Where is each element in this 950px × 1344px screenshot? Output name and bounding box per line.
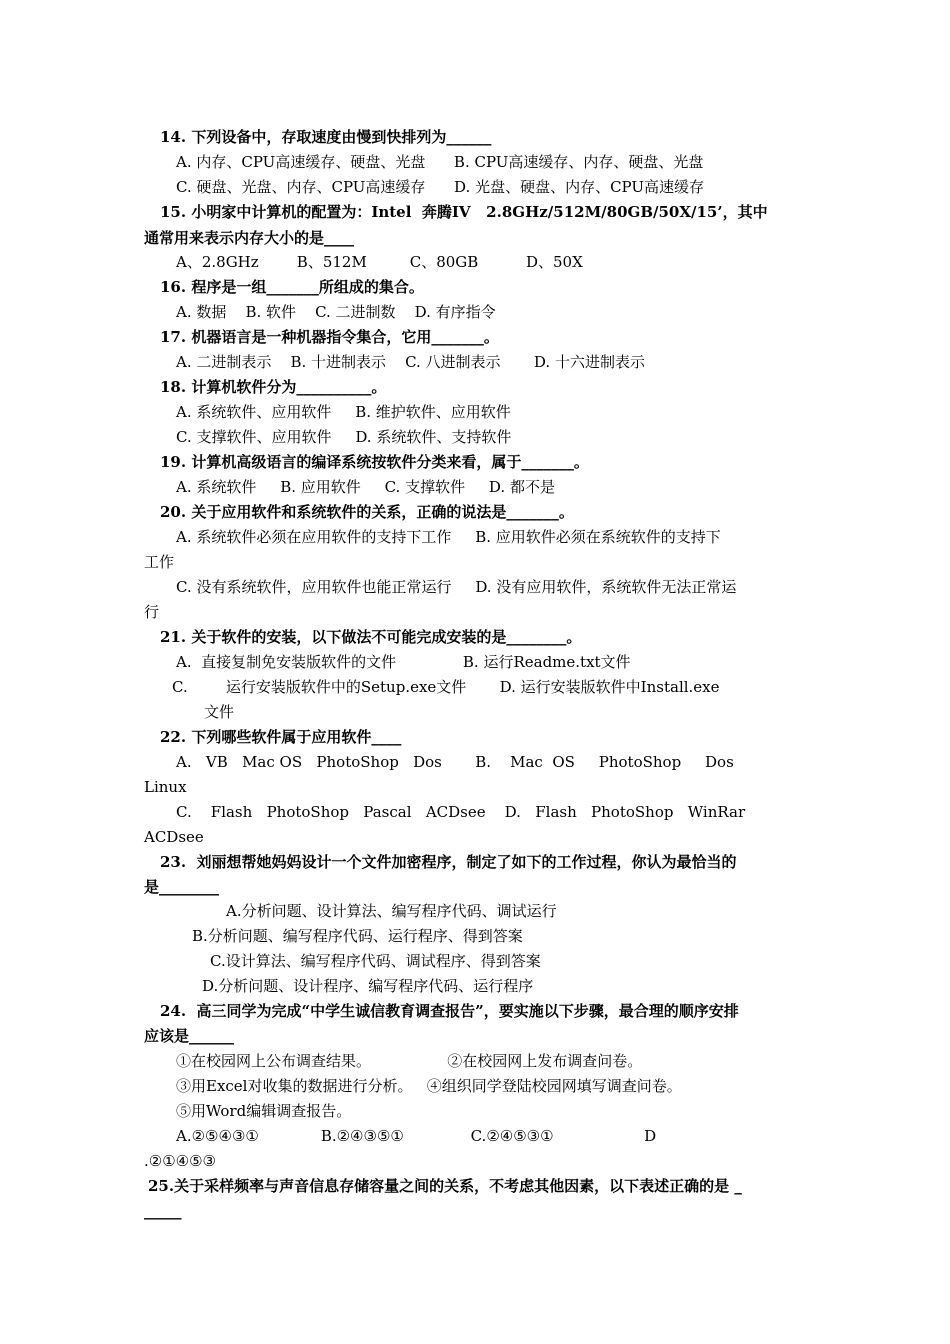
steps-24-3-4: ③用Excel对收集的数据进行分析。 ④组织同学登陆校园网填写调查问卷。 bbox=[176, 1077, 682, 1095]
options-18-cd: C. 支撑软件、应用软件 D. 系统软件、支持软件 bbox=[176, 428, 512, 446]
question-23-cont: 是________ bbox=[144, 878, 220, 896]
options-18-ab: A. 系统软件、应用软件 B. 维护软件、应用软件 bbox=[176, 403, 511, 421]
options-15: A、2.8GHz B、512M C、80GB D、50Ⅹ bbox=[176, 253, 583, 271]
question-23: 23. 刘丽想帮她妈妈设计一个文件加密程序，制定了如下的工作过程，你认为最恰当的 bbox=[160, 853, 737, 871]
option-23-d: D.分析问题、设计程序、编写程序代码、运行程序 bbox=[202, 977, 534, 995]
question-20: 20. 关于应用软件和系统软件的关系，正确的说法是_______。 bbox=[160, 503, 574, 521]
steps-24-1-2: ①在校园网上公布调查结果。 ②在校园网上发布调查问卷。 bbox=[176, 1052, 643, 1070]
options-24-cont: .②①④⑤③ bbox=[144, 1152, 217, 1170]
question-22: 22. 下列哪些软件属于应用软件____ bbox=[160, 728, 402, 746]
question-19: 19. 计算机高级语言的编译系统按软件分类来看，属于_______。 bbox=[160, 453, 589, 471]
options-21-cd-cont: 文件 bbox=[204, 703, 235, 721]
question-15-cont: 通常用来表示内存大小的是____ bbox=[144, 229, 355, 247]
options-16: A. 数据 B. 软件 C. 二进制数 D. 有序指令 bbox=[176, 303, 496, 321]
question-17: 17. 机器语言是一种机器指令集合，它用_______。 bbox=[160, 328, 499, 346]
options-14-cd: C. 硬盘、光盘、内存、CPU高速缓存 D. 光盘、硬盘、内存、CPU高速缓存 bbox=[176, 178, 705, 196]
question-16: 16. 程序是一组_______所组成的集合。 bbox=[160, 278, 424, 296]
question-24-cont: 应该是______ bbox=[144, 1027, 235, 1045]
options-19: A. 系统软件 B. 应用软件 C. 支撑软件 D. 都不是 bbox=[176, 478, 555, 496]
options-22-ab-cont: Linux bbox=[144, 778, 187, 796]
question-18: 18. 计算机软件分为__________。 bbox=[160, 378, 387, 396]
options-20-cd-cont: 行 bbox=[144, 603, 160, 621]
option-23-b: B.分析问题、编写程序代码、运行程序、得到答案 bbox=[192, 927, 523, 945]
options-20-cd: C. 没有系统软件，应用软件也能正常运行 D. 没有应用软件，系统软件无法正常运 bbox=[176, 578, 737, 596]
option-23-c: C.设计算法、编写程序代码、调试程序、得到答案 bbox=[210, 952, 541, 970]
question-14: 14. 下列设备中，存取速度由慢到快排列为______ bbox=[160, 128, 492, 146]
question-24: 24. 高三同学为完成“中学生诚信教育调查报告”，要实施以下步骤，最合理的顺序安排 bbox=[160, 1002, 739, 1020]
question-25: 25.关于采样频率与声音信息存储容量之间的关系，不考虑其他因素，以下表述正确的是 _ bbox=[148, 1177, 742, 1195]
question-25-cont: _____ bbox=[144, 1202, 182, 1220]
options-17: A. 二进制表示 B. 十进制表示 C. 八进制表示 D. 十六进制表示 bbox=[176, 353, 645, 371]
options-22-ab: A. VB Mac OS PhotoShop Dos B. Mac OS PhotoShop Dos bbox=[176, 753, 734, 771]
options-21-cd: C. 运行安装版软件中的Setup.exe文件 D. 运行安装版软件中Install.exe bbox=[172, 678, 720, 696]
options-24: A.②⑤④③① B.②④③⑤① C.②④⑤③① D bbox=[176, 1127, 657, 1145]
options-20-ab-cont: 工作 bbox=[144, 553, 175, 571]
question-15: 15. 小明家中计算机的配置为：Intel 奔腾IV 2.8GHz/512M/80GB/50Ⅹ/15’，其中 bbox=[160, 203, 768, 221]
option-23-a: A.分析问题、设计算法、编写程序代码、调试运行 bbox=[226, 902, 557, 920]
steps-24-5: ⑤用Word编辑调查报告。 bbox=[176, 1102, 352, 1120]
options-22-cd-cont: ACDsee bbox=[144, 828, 204, 846]
options-14-ab: A. 内存、CPU高速缓存、硬盘、光盘 B. CPU高速缓存、内存、硬盘、光盘 bbox=[176, 153, 704, 171]
options-21-ab: A. 直接复制免安装版软件的文件 B. 运行Readme.txt文件 bbox=[176, 653, 631, 671]
question-21: 21. 关于软件的安装，以下做法不可能完成安装的是________。 bbox=[160, 628, 582, 646]
options-22-cd: C. Flash PhotoShop Pascal ACDsee D. Flash PhotoShop WinRar bbox=[176, 803, 746, 821]
options-20-ab: A. 系统软件必须在应用软件的支持下工作 B. 应用软件必须在系统软件的支持下 bbox=[176, 528, 721, 546]
